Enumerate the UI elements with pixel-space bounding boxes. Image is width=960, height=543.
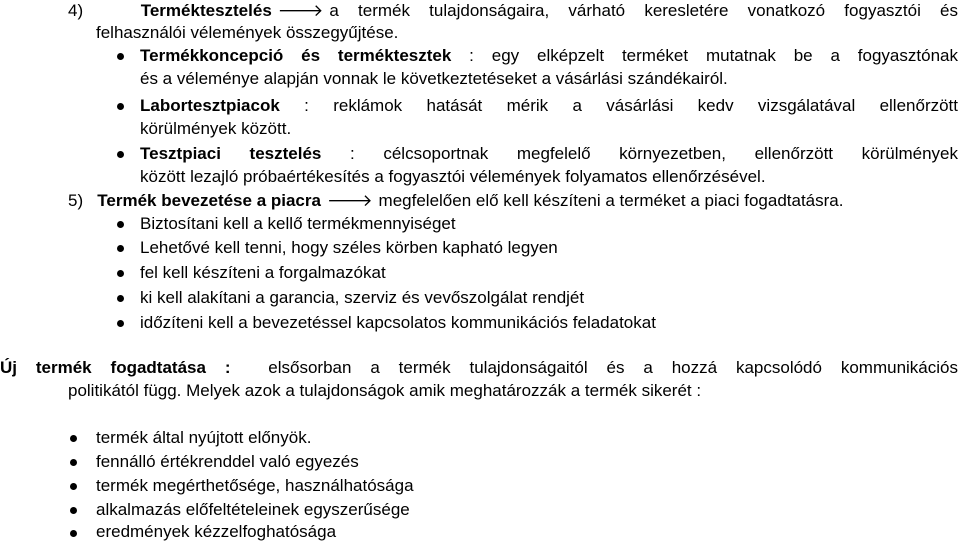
bullet-icon: [117, 221, 124, 228]
section-4-bullet-1-line-2: és a véleménye alapján vonnak le következtetéseket a vásárlási szándékairól.: [140, 69, 728, 88]
section-4-number: 4): [68, 1, 84, 20]
section-5-heading: [68, 190, 843, 212]
section-5-item: ki kell alakítani a garancia, szerviz és vevőszolgálat rendjét: [140, 288, 585, 307]
bullet-3-title: Tesztpiaci tesztelés: [140, 144, 322, 163]
section-4-bullet-3-line-2: között lezajló próbaértékesítés a fogyasztói vélemények folyamatos ellenőrzésével.: [140, 167, 766, 186]
section-4-line-1: [68, 0, 958, 22]
section-4-bullet-2: [140, 95, 958, 117]
bullet-3-text: célcsoportnak megfelelő környezetben, ellenőrzött körülmények: [383, 144, 959, 163]
new-product-title: Új termék fogadtatása :: [0, 358, 231, 377]
new-product-paragraph: [0, 357, 958, 379]
new-product-line-2: politikától függ. Melyek azok a tulajdonságok amik meghatározzák a termék sikerét :: [68, 381, 702, 400]
new-product-text: elsősorban a termék tulajdonságaitól és a hozzá kapcsolódó kommunikációs: [268, 358, 958, 377]
section-4-bullet-3: [140, 143, 958, 165]
section-5-item: Lehetővé kell tenni, hogy széles körben kapható legyen: [140, 238, 558, 257]
bullet-icon: [117, 103, 124, 110]
bullet-icon: [117, 295, 124, 302]
bullet-2-title: Labortesztpiacok: [140, 96, 280, 115]
success-factor-item: alkalmazás előfeltételeinek egyszerűsége: [96, 500, 410, 519]
section-5-text: megfelelően elő kell készíteni a terméket a piaci fogadtatásra.: [378, 191, 844, 210]
arrow-right-icon: 🡒: [326, 191, 373, 210]
bullet-icon: [117, 270, 124, 277]
bullet-icon: [70, 435, 77, 442]
section-4-text: a termék tulajdonságaira, várható keresletére vonatkozó fogyasztói és: [329, 1, 959, 20]
success-factor-item: termék megérthetősége, használhatósága: [96, 476, 414, 495]
section-4-bullet-2-line-2: körülmények között.: [140, 119, 292, 138]
bullet-1-title: Termékkoncepció és terméktesztek: [140, 46, 452, 65]
bullet-icon: [117, 53, 124, 60]
arrow-right-icon: 🡒: [277, 1, 324, 20]
bullet-1-text: egy elképzelt terméket mutatnak be a fogyasztónak: [491, 46, 958, 65]
bullet-icon: [70, 459, 77, 466]
bullet-icon: [117, 320, 124, 327]
bullet-icon: [70, 483, 77, 490]
section-5-number: 5): [68, 191, 84, 210]
bullet-icon: [70, 530, 77, 537]
bullet-2-sep: :: [279, 96, 334, 115]
section-4-title: Terméktesztelés: [140, 1, 272, 20]
bullet-3-sep: :: [321, 144, 384, 163]
section-4-bullet-1: [140, 45, 958, 67]
bullet-icon: [70, 507, 77, 514]
bullet-icon: [117, 151, 124, 158]
section-5-item: Biztosítani kell a kellő termékmennyiséget: [140, 214, 456, 233]
section-5-title: Termék bevezetése a piacra: [97, 191, 321, 210]
section-5-item: fel kell készíteni a forgalmazókat: [140, 263, 386, 282]
bullet-1-sep: :: [451, 46, 492, 65]
bullet-icon: [117, 245, 124, 252]
section-4-line-2: felhasználói vélemények összegyűjtése.: [96, 23, 399, 42]
bullet-2-text: reklámok hatását mérik a vásárlási kedv vizsgálatával ellenőrzött: [333, 96, 959, 115]
section-5-item: időzíteni kell a bevezetéssel kapcsolatos kommunikációs feladatokat: [140, 313, 656, 332]
success-factor-item: fennálló értékrenddel való egyezés: [96, 452, 359, 471]
success-factor-item: termék által nyújtott előnyök.: [96, 428, 312, 447]
success-factor-item: eredmények kézzelfoghatósága: [96, 522, 337, 541]
